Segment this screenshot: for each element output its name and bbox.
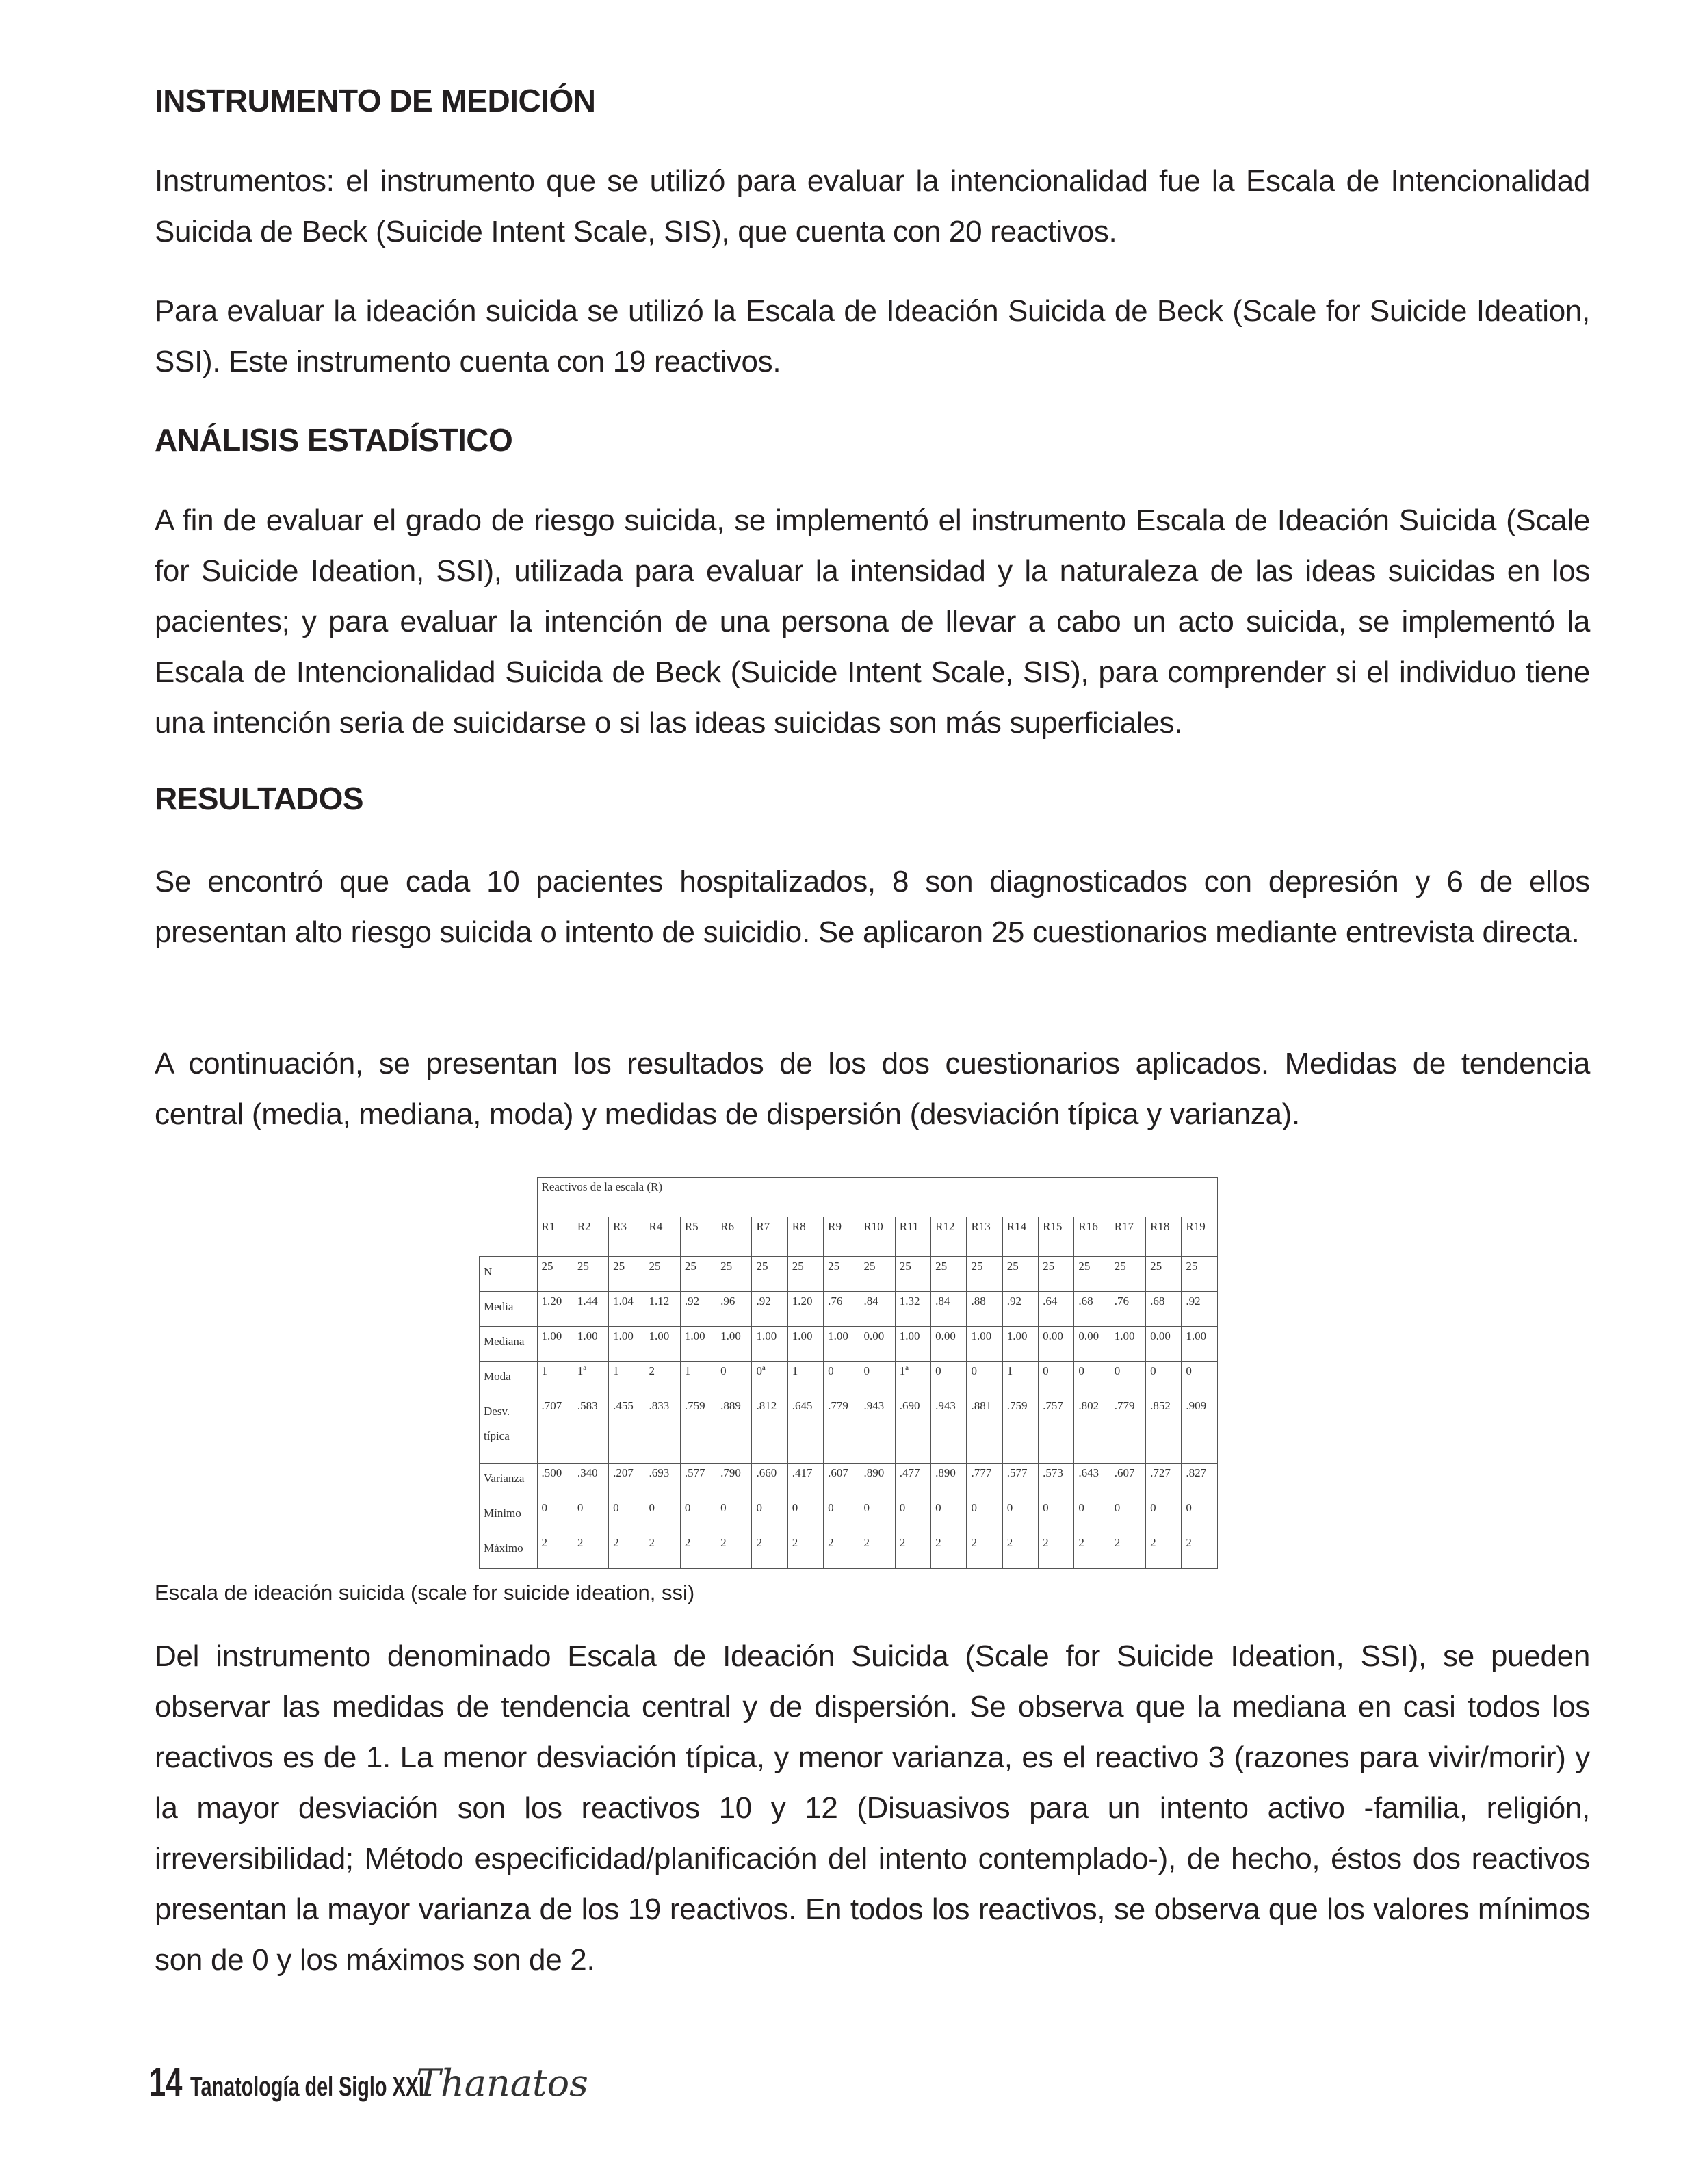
table-row-label: Moda (480, 1362, 538, 1396)
table-row (480, 1396, 1218, 1464)
paragraph-conclusion: Del instrumento denominado Escala de Ideación Suicida (Scale for Suicide Ideation, SSI), se pueden observar las medidas de tendencia central y de dispersión. Se observa que la mediana en casi todos los reactivos es de 1. La menor desviación típica, y menor varianza, es el reactivo 3 (razones para vivir/morir) y la mayor desviación son los reactivos 10 y 12 (Disuasivos para un intento activo -familia, religión, irreversibilidad; Método especificidad/planificación del intento contemplado-), de hecho, éstos dos reactivos presentan la mayor varianza de los 19 reactivos. En todos los reactivos, se observa que los valores mínimos son de 0 y los máximos son de 2. (155, 1639, 1590, 1977)
table-column-header: R6 (716, 1217, 752, 1257)
table-cell: 2 (644, 1362, 680, 1396)
table-cell: .645 (787, 1396, 823, 1464)
table-cell: 25 (752, 1257, 787, 1292)
table-cell: 1 (787, 1362, 823, 1396)
table-cell: 0.00 (1039, 1327, 1074, 1362)
table-cell: 1.00 (609, 1327, 644, 1362)
table-cell: .802 (1074, 1396, 1110, 1464)
table-cell: .779 (1110, 1396, 1145, 1464)
table-corner-cell (480, 1178, 538, 1217)
table-cell: 0 (573, 1498, 608, 1533)
table-cell: 2 (1039, 1533, 1074, 1569)
table-row (480, 1292, 1218, 1327)
table-row-label: Media (480, 1292, 538, 1327)
table-cell: 0 (859, 1498, 895, 1533)
table-column-header: R19 (1182, 1217, 1218, 1257)
statistics-table-wrapper (479, 1177, 1218, 1567)
table-cell: .607 (824, 1464, 859, 1498)
table-cell: .92 (680, 1292, 716, 1327)
table-cell: .76 (824, 1292, 859, 1327)
table-column-header: R16 (1074, 1217, 1110, 1257)
table-cell: .68 (1074, 1292, 1110, 1327)
table-cell: 2 (716, 1533, 752, 1569)
table-cell: .759 (680, 1396, 716, 1464)
table-cell: .943 (859, 1396, 895, 1464)
table-cell: 2 (680, 1533, 716, 1569)
paragraph-continuacion: A continuación, se presentan los resultados de los dos cuestionarios aplicados. Medidas de tendencia central (media, mediana, moda) y medidas de dispersión (desviación típica y varianza). (155, 1047, 1590, 1131)
table-cell: 1 (1002, 1362, 1038, 1396)
table-column-header: R3 (609, 1217, 644, 1257)
table-cell: .500 (537, 1464, 573, 1498)
table-cell: 2 (537, 1533, 573, 1569)
table-column-header: R2 (573, 1217, 608, 1257)
table-cell: .757 (1039, 1396, 1074, 1464)
table-cell: 0 (967, 1498, 1002, 1533)
table-column-header: R17 (1110, 1217, 1145, 1257)
table-cell: 2 (1146, 1533, 1182, 1569)
table-row (480, 1533, 1218, 1569)
table-cell: .693 (644, 1464, 680, 1498)
table-cell: 1ª (895, 1362, 930, 1396)
table-column-header: R12 (931, 1217, 967, 1257)
table-cell: .573 (1039, 1464, 1074, 1498)
table-column-header: R9 (824, 1217, 859, 1257)
table-cell: 0 (895, 1498, 930, 1533)
table-cell: .417 (787, 1464, 823, 1498)
table-column-header: R5 (680, 1217, 716, 1257)
table-cell: 25 (787, 1257, 823, 1292)
heading-resultados: RESULTADOS (155, 781, 364, 816)
table-cell: 1.32 (895, 1292, 930, 1327)
paragraph-ideacion: Para evaluar la ideación suicida se utilizó la Escala de Ideación Suicida de Beck (Scale for Suicide Ideation, SSI). Este instrumento cuenta con 19 reactivos. (155, 294, 1590, 378)
table-cell: .827 (1182, 1464, 1218, 1498)
table-cell: .583 (573, 1396, 608, 1464)
table-cell: 1.20 (537, 1292, 573, 1327)
table-cell: 0 (1110, 1362, 1145, 1396)
table-caption: Escala de ideación suicida (scale for suicide ideation, ssi) (155, 1581, 695, 1604)
table-cell: 1.00 (680, 1327, 716, 1362)
table-cell: 1.00 (716, 1327, 752, 1362)
table-column-header: R8 (787, 1217, 823, 1257)
table-cell: 1.12 (644, 1292, 680, 1327)
table-cell: 0 (716, 1362, 752, 1396)
table-cell: 1.00 (895, 1327, 930, 1362)
table-cell: 0 (644, 1498, 680, 1533)
table-column-header: R18 (1146, 1217, 1182, 1257)
table-cell: 0 (1182, 1498, 1218, 1533)
table-cell: 0 (824, 1498, 859, 1533)
table-cell: .68 (1146, 1292, 1182, 1327)
table-cell: .690 (895, 1396, 930, 1464)
table-cell: 25 (573, 1257, 608, 1292)
table-column-header: R15 (1039, 1217, 1074, 1257)
table-cell: 1 (609, 1362, 644, 1396)
table-cell: .64 (1039, 1292, 1074, 1327)
table-cell: .76 (1110, 1292, 1145, 1327)
table-cell: 2 (1002, 1533, 1038, 1569)
table-row (480, 1327, 1218, 1362)
table-cell: 25 (1146, 1257, 1182, 1292)
table-cell: 25 (1039, 1257, 1074, 1292)
table-cell: 0.00 (931, 1327, 967, 1362)
table-cell: 0 (537, 1498, 573, 1533)
table-cell: 25 (931, 1257, 967, 1292)
table-column-header: R7 (752, 1217, 787, 1257)
table-cell: .852 (1146, 1396, 1182, 1464)
table-column-header-row (480, 1217, 1218, 1257)
table-cell: 2 (1182, 1533, 1218, 1569)
table-cell: .790 (716, 1464, 752, 1498)
table-cell: .96 (716, 1292, 752, 1327)
table-cell: 0 (1002, 1498, 1038, 1533)
table-column-header: R13 (967, 1217, 1002, 1257)
table-row (480, 1498, 1218, 1533)
table-cell: 0 (787, 1498, 823, 1533)
statistics-table (479, 1177, 1218, 1569)
table-cell: 2 (967, 1533, 1002, 1569)
table-cell: 1.00 (1182, 1327, 1218, 1362)
table-cell: 0 (1074, 1498, 1110, 1533)
table-row (480, 1464, 1218, 1498)
table-cell: 0 (609, 1498, 644, 1533)
paragraph-analisis: A fin de evaluar el grado de riesgo suicida, se implementó el instrumento Escala de Ideación Suicida (Scale for Suicide Ideation, SSI), utilizada para evaluar la intensidad y la naturaleza de las ideas suicidas en los pacientes; y para evaluar la intención de una persona de llevar a cabo un acto suicida, se implementó la Escala de Intencionalidad Suicida de Beck (Suicide Intent Scale, SIS), para comprender si el individuo tiene una intención seria de suicidarse o si las ideas suicidas son más superficiales. (155, 504, 1590, 740)
table-cell: 0 (1074, 1362, 1110, 1396)
table-cell: 0ª (752, 1362, 787, 1396)
paragraph-resultados: Se encontró que cada 10 pacientes hospitalizados, 8 son diagnosticados con depresión y 6 de ellos presentan alto riesgo suicida o intento de suicidio. Se aplicaron 25 cuestionarios mediante entrevista directa. (155, 865, 1590, 949)
table-cell: 0.00 (859, 1327, 895, 1362)
page-number: 14 (149, 2060, 183, 2105)
table-cell: 0 (824, 1362, 859, 1396)
table-column-header: R14 (1002, 1217, 1038, 1257)
table-cell: 25 (1074, 1257, 1110, 1292)
table-cell: 1.04 (609, 1292, 644, 1327)
table-cell: 0 (716, 1498, 752, 1533)
table-cell: 2 (824, 1533, 859, 1569)
table-cell: 2 (644, 1533, 680, 1569)
table-cell: .833 (644, 1396, 680, 1464)
table-cell: 25 (716, 1257, 752, 1292)
table-cell: 0 (680, 1498, 716, 1533)
table-cell: .207 (609, 1464, 644, 1498)
table-cell: 25 (644, 1257, 680, 1292)
table-cell: .84 (859, 1292, 895, 1327)
table-cell: 0 (1039, 1498, 1074, 1533)
table-cell: 2 (895, 1533, 930, 1569)
table-row-label: Desv. típica (480, 1396, 538, 1464)
table-cell: 1.00 (824, 1327, 859, 1362)
table-cell: .577 (1002, 1464, 1038, 1498)
table-cell: 2 (609, 1533, 644, 1569)
table-cell: 1ª (573, 1362, 608, 1396)
table-row (480, 1362, 1218, 1396)
table-cell: 2 (859, 1533, 895, 1569)
table-group-header: Reactivos de la escala (R) (537, 1178, 1218, 1217)
journal-name: Tanatología del Siglo XXI (190, 2072, 424, 2102)
thanatos-logo: Thanatos (416, 2062, 588, 2105)
table-row-label: N (480, 1257, 538, 1292)
table-cell: .92 (1182, 1292, 1218, 1327)
table-cell: 0 (859, 1362, 895, 1396)
table-cell: .889 (716, 1396, 752, 1464)
table-cell: 1.20 (787, 1292, 823, 1327)
table-cell: 1.44 (573, 1292, 608, 1327)
table-column-header: R10 (859, 1217, 895, 1257)
table-cell: .707 (537, 1396, 573, 1464)
table-cell: 2 (931, 1533, 967, 1569)
table-cell: .759 (1002, 1396, 1038, 1464)
table-cell: .909 (1182, 1396, 1218, 1464)
table-cell: 25 (1182, 1257, 1218, 1292)
table-cell: .890 (931, 1464, 967, 1498)
table-column-header: R4 (644, 1217, 680, 1257)
table-cell: .660 (752, 1464, 787, 1498)
table-cell: .777 (967, 1464, 1002, 1498)
table-cell: 1.00 (967, 1327, 1002, 1362)
table-cell: 25 (537, 1257, 573, 1292)
table-cell: 0 (1146, 1498, 1182, 1533)
table-cell: 1.00 (1002, 1327, 1038, 1362)
table-cell: 25 (824, 1257, 859, 1292)
table-cell: 0 (1146, 1362, 1182, 1396)
table-row-label: Mínimo (480, 1498, 538, 1533)
table-cell: .455 (609, 1396, 644, 1464)
table-cell: 2 (752, 1533, 787, 1569)
table-cell: 0 (967, 1362, 1002, 1396)
table-cell: 2 (573, 1533, 608, 1569)
table-cell: .477 (895, 1464, 930, 1498)
table-cell: 2 (1074, 1533, 1110, 1569)
heading-instrumento: INSTRUMENTO DE MEDICIÓN (155, 83, 596, 118)
table-cell: 25 (859, 1257, 895, 1292)
page-footer (149, 2059, 588, 2114)
heading-analisis: ANÁLISIS ESTADÍSTICO (155, 422, 513, 458)
table-cell: 25 (895, 1257, 930, 1292)
table-cell: 0 (1182, 1362, 1218, 1396)
table-cell: .890 (859, 1464, 895, 1498)
table-cell: 1.00 (752, 1327, 787, 1362)
table-cell: .92 (1002, 1292, 1038, 1327)
table-corner-cell (480, 1217, 538, 1257)
table-cell: 1 (537, 1362, 573, 1396)
table-cell: .88 (967, 1292, 1002, 1327)
table-cell: .943 (931, 1396, 967, 1464)
table-cell: 0 (931, 1362, 967, 1396)
table-cell: 25 (1002, 1257, 1038, 1292)
table-cell: 25 (680, 1257, 716, 1292)
table-cell: 0.00 (1146, 1327, 1182, 1362)
table-cell: 0 (752, 1498, 787, 1533)
table-group-header-row (480, 1178, 1218, 1217)
table-cell: 1.00 (1110, 1327, 1145, 1362)
table-cell: 25 (967, 1257, 1002, 1292)
table-cell: 2 (1110, 1533, 1145, 1569)
table-cell: .84 (931, 1292, 967, 1327)
table-row-label: Mediana (480, 1327, 538, 1362)
table-cell: .643 (1074, 1464, 1110, 1498)
table-cell: 1.00 (644, 1327, 680, 1362)
table-column-header: R1 (537, 1217, 573, 1257)
table-cell: 1.00 (787, 1327, 823, 1362)
table-cell: 25 (609, 1257, 644, 1292)
table-cell: 0 (1110, 1498, 1145, 1533)
table-row-label: Máximo (480, 1533, 538, 1569)
table-row-label: Varianza (480, 1464, 538, 1498)
table-cell: .577 (680, 1464, 716, 1498)
table-cell: .727 (1146, 1464, 1182, 1498)
table-cell: .607 (1110, 1464, 1145, 1498)
paragraph-instrumentos: Instrumentos: el instrumento que se utilizó para evaluar la intencionalidad fue la Escala de Intencionalidad Suicida de Beck (Suicide Intent Scale, SIS), que cuenta con 20 reactivos. (155, 164, 1590, 248)
table-column-header: R11 (895, 1217, 930, 1257)
table-cell: 2 (787, 1533, 823, 1569)
table-row (480, 1257, 1218, 1292)
table-cell: .340 (573, 1464, 608, 1498)
table-cell: .812 (752, 1396, 787, 1464)
table-cell: 1 (680, 1362, 716, 1396)
table-cell: 1.00 (573, 1327, 608, 1362)
table-cell: 0 (931, 1498, 967, 1533)
table-cell: .881 (967, 1396, 1002, 1464)
table-cell: 25 (1110, 1257, 1145, 1292)
table-cell: 1.00 (537, 1327, 573, 1362)
table-cell: .92 (752, 1292, 787, 1327)
table-cell: 0 (1039, 1362, 1074, 1396)
table-cell: .779 (824, 1396, 859, 1464)
table-cell: 0.00 (1074, 1327, 1110, 1362)
